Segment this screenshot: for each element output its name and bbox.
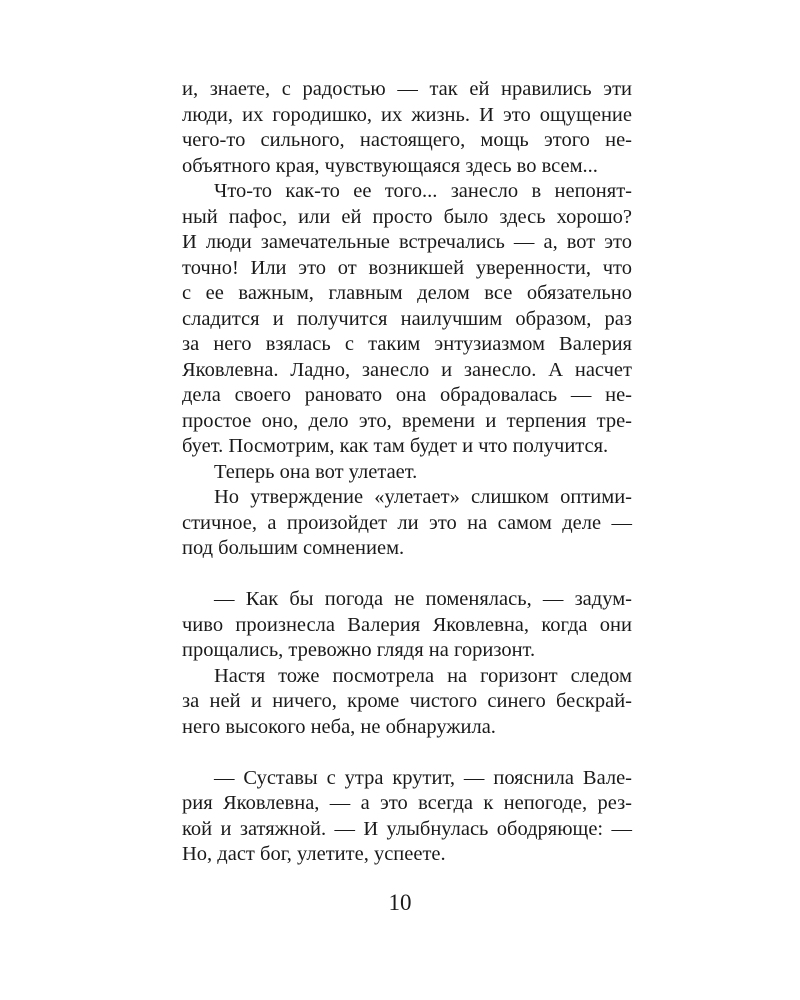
body-text [182, 77, 632, 868]
text-line: стичное, а произойдет ли это на самом деле — [182, 511, 632, 534]
text-line: за ней и ничего, кроме чистого синего бескрай- [182, 690, 632, 712]
text-line: с ее важным, главным делом все обязательно [182, 282, 632, 304]
text-line: Что-то как-то ее того... занесло в непонят- [214, 180, 632, 202]
section-gap [182, 562, 632, 588]
text-line: бует. Посмотрим, как там будет и что получится. [182, 435, 609, 457]
text-line: дела своего рановато она обрадовалась — не- [182, 384, 632, 406]
text-line: кой и затяжной. — И улыбнулась ободряюще: — [182, 817, 632, 840]
text-line: прощались, тревожно глядя на горизонт. [182, 639, 536, 661]
text-line: и, знаете, с радостью — так ей нравились эти [182, 78, 632, 100]
page-number: 10 [388, 890, 412, 915]
text-line: Теперь она вот улетает. [214, 460, 418, 483]
text-line: Но утверждение «улетает» слишком оптими- [214, 486, 632, 508]
section-gap [182, 740, 632, 766]
text-line: точно! Или это от возникшей уверенности, что [182, 256, 632, 279]
text-line: ный пафос, или ей просто было здесь хорошо? [182, 205, 632, 228]
text-line: рия Яковлевна, — а это всегда к непогоде, рез- [182, 792, 632, 814]
text-line: сладится и получится наилучшим образом, раз [182, 307, 632, 330]
text-line: него высокого неба, не обнаружила. [182, 715, 496, 738]
text-line: за него взялась с таким энтузиазмом Валерия [182, 333, 632, 355]
text-line: под большим сомнением. [182, 537, 405, 559]
text-line: — Как бы погода не поменялась, — задум- [214, 588, 632, 610]
text-line: Но, даст бог, улетите, успеете. [182, 843, 446, 865]
text-line: люди, их городишко, их жизнь. И это ощущение [182, 103, 632, 126]
text-line: объятного края, чувствующаяся здесь во всем... [182, 154, 598, 177]
text-line: Яковлевна. Ладно, занесло и занесло. А насчет [182, 358, 632, 381]
text-line: простое оно, дело это, времени и терпения тре- [182, 409, 632, 432]
text-line: И люди замечательные встречались — а, вот это [182, 231, 632, 253]
text-line: чиво произнесла Валерия Яковлевна, когда они [182, 613, 632, 636]
text-line: чего-то сильного, настоящего, мощь этого не- [182, 129, 632, 151]
text-line: — Суставы с утра крутит, — пояснила Вале- [214, 766, 632, 789]
text-line: Настя тоже посмотрела на горизонт следом [214, 664, 632, 687]
